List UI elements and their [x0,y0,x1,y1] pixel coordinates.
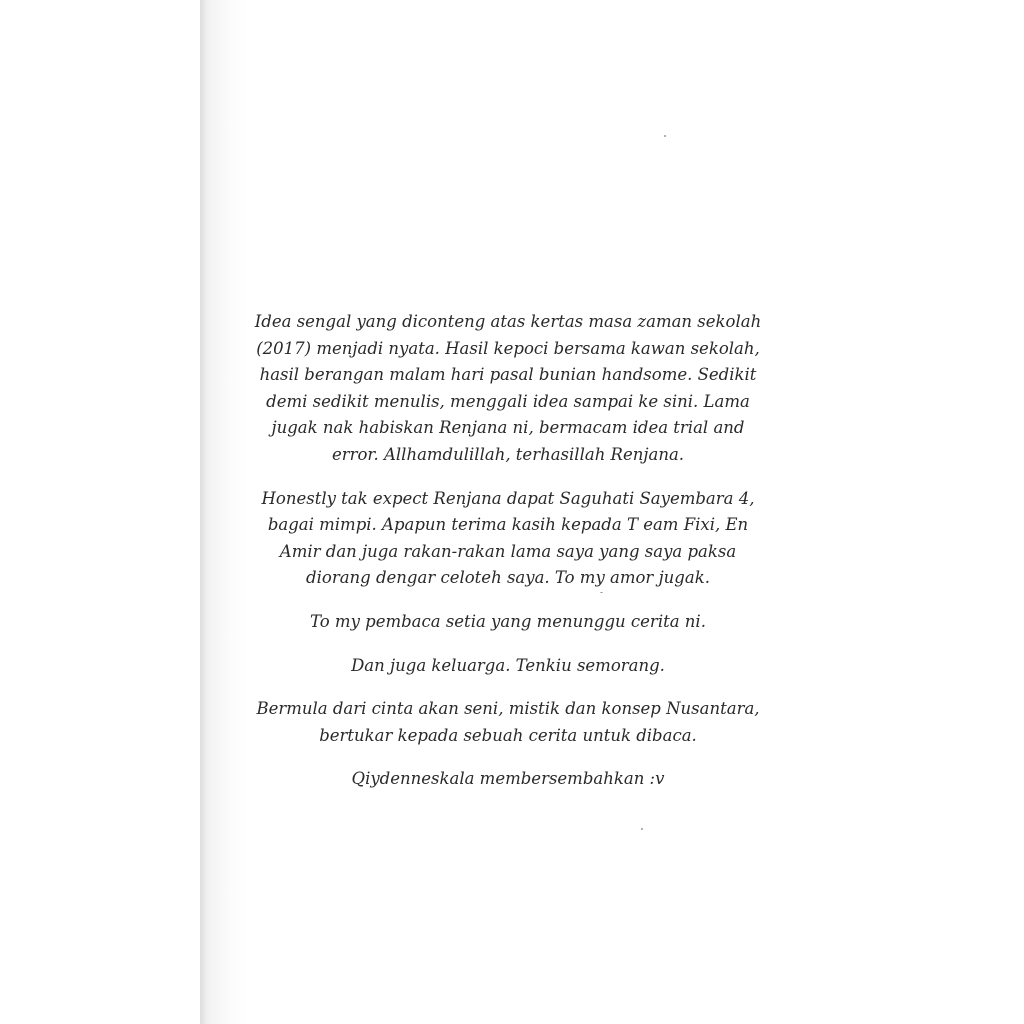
text-line: (2017) menjadi nyata. Hasil kepoci bersama kawan sekolah, [256,338,760,358]
text-line: Honestly tak expect Renjana dapat Saguhati Sayembara 4, [261,488,755,508]
paragraph-signature [240,766,776,793]
paragraph-family [240,653,776,680]
paragraph-thanks [240,486,776,592]
text-line: Qiydenneskala membersembahkan :v [351,769,665,789]
text-line: Idea sengal yang diconteng atas kertas masa zaman sekolah [254,312,762,331]
book-gutter-shadow [200,0,206,1024]
text-line: To my pembaca setia yang menunggu cerita ni. [310,611,706,631]
paper-speck [664,135,666,137]
text-line: hasil berangan malam hari pasal bunian handsome. Sedikit [259,365,757,385]
paragraph-readers [240,609,776,636]
paragraph-origin [240,696,776,749]
text-line: Dan juga keluarga. Tenkiu semorang. [351,655,665,675]
text-line: bertukar kepada sebuah cerita untuk dibaca. [319,725,697,745]
acknowledgement-text [240,309,776,810]
text-line: bagai mimpi. Apapun terima kasih kepada T eam Fixi, En [267,515,749,535]
text-line: diorang dengar celoteh saya. To my amor jugak. [306,568,710,588]
paragraph-intro [240,309,776,469]
text-line: error. Allhamdulillah, terhasillah Renjana. [331,444,685,464]
text-line: Amir dan juga rakan-rakan lama saya yang saya paksa [279,541,737,561]
text-line: demi sedikit menulis, menggali idea sampai ke sini. Lama [266,391,750,411]
text-line: Bermula dari cinta akan seni, mistik dan konsep Nusantara, [256,699,760,719]
paper-speck [641,828,643,830]
text-line: jugak nak habiskan Renjana ni, bermacam idea trial and [271,418,745,438]
